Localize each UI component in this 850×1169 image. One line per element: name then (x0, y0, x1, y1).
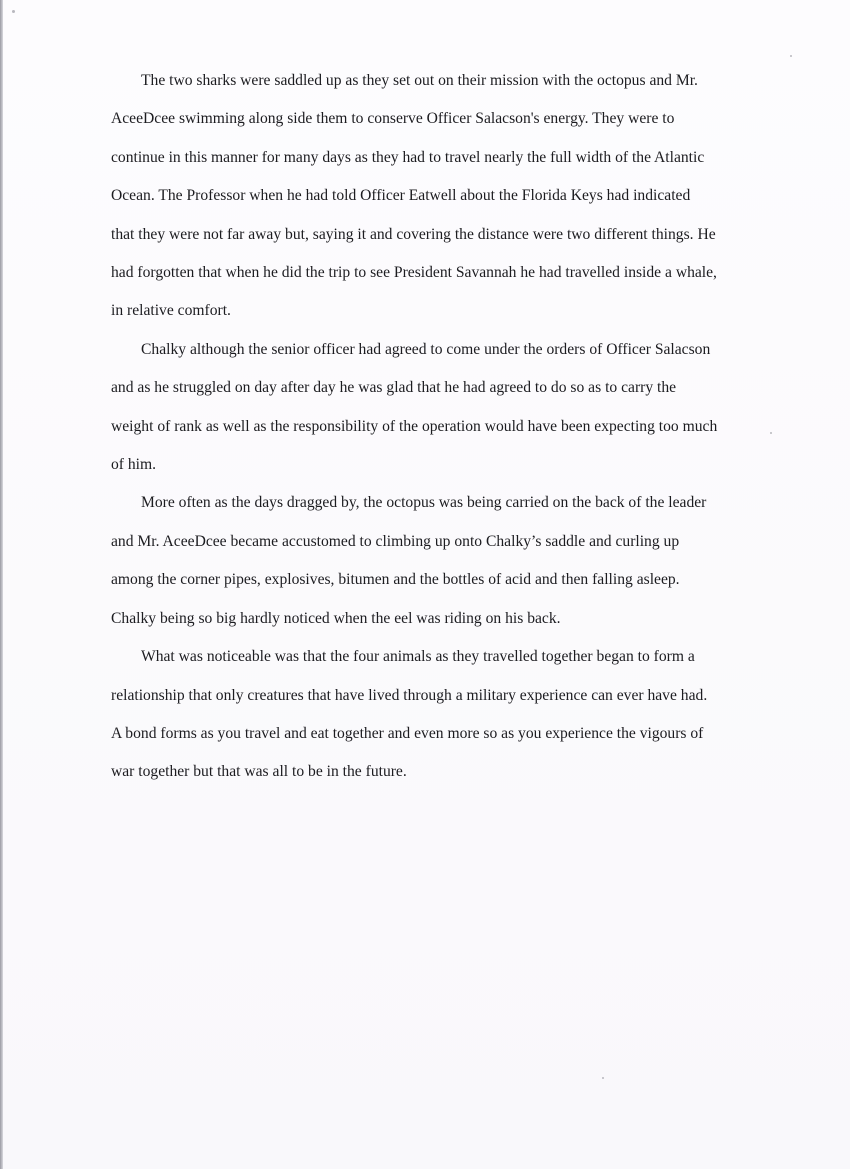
text-line: weight of rank as well as the responsibility of the operation would have been expecting too much (111, 417, 718, 435)
paragraph (111, 484, 771, 638)
text-line: that they were not far away but, saying it and covering the distance were two different things. He (111, 225, 716, 243)
text-line: relationship that only creatures that have lived through a military experience can ever have had. (111, 686, 708, 704)
text-line: continue in this manner for many days as they had to travel nearly the full width of the Atlantic (111, 148, 705, 166)
text-line: and as he struggled on day after day he was glad that he had agreed to do so as to carry the (111, 379, 677, 397)
scan-edge-shadow (0, 0, 3, 1169)
text-line: in relative comfort. (111, 302, 231, 320)
paragraph (111, 62, 771, 331)
text-line: More often as the days dragged by, the octopus was being carried on the back of the leader (141, 494, 707, 512)
paragraph (111, 331, 771, 485)
text-line: Chalky being so big hardly noticed when the eel was riding on his back. (111, 609, 561, 627)
paragraph (111, 638, 771, 792)
text-line: AceeDcee swimming along side them to conserve Officer Salacson's energy. They were to (111, 110, 675, 128)
document-body (111, 62, 771, 792)
text-line: had forgotten that when he did the trip to see President Savannah he had travelled inside a whale, (111, 264, 717, 282)
text-line: and Mr. AceeDcee became accustomed to climbing up onto Chalky’s saddle and curling up (111, 532, 680, 550)
text-line: Chalky although the senior officer had agreed to come under the orders of Officer Salacson (141, 340, 711, 358)
scan-speck (790, 55, 792, 57)
scan-speck (12, 10, 15, 13)
scan-speck (602, 1077, 604, 1079)
text-line: The two sharks were saddled up as they set out on their mission with the octopus and Mr. (141, 72, 698, 89)
text-line: of him. (111, 456, 157, 474)
text-line: war together but that was all to be in the future. (111, 763, 407, 781)
text-line: A bond forms as you travel and eat together and even more so as you experience the vigours of (111, 724, 704, 742)
text-line: among the corner pipes, explosives, bitumen and the bottles of acid and then falling asleep. (111, 571, 680, 589)
text-line: What was noticeable was that the four animals as they travelled together began to form a (141, 648, 695, 666)
text-line: Ocean. The Professor when he had told Officer Eatwell about the Florida Keys had indicated (111, 187, 691, 205)
